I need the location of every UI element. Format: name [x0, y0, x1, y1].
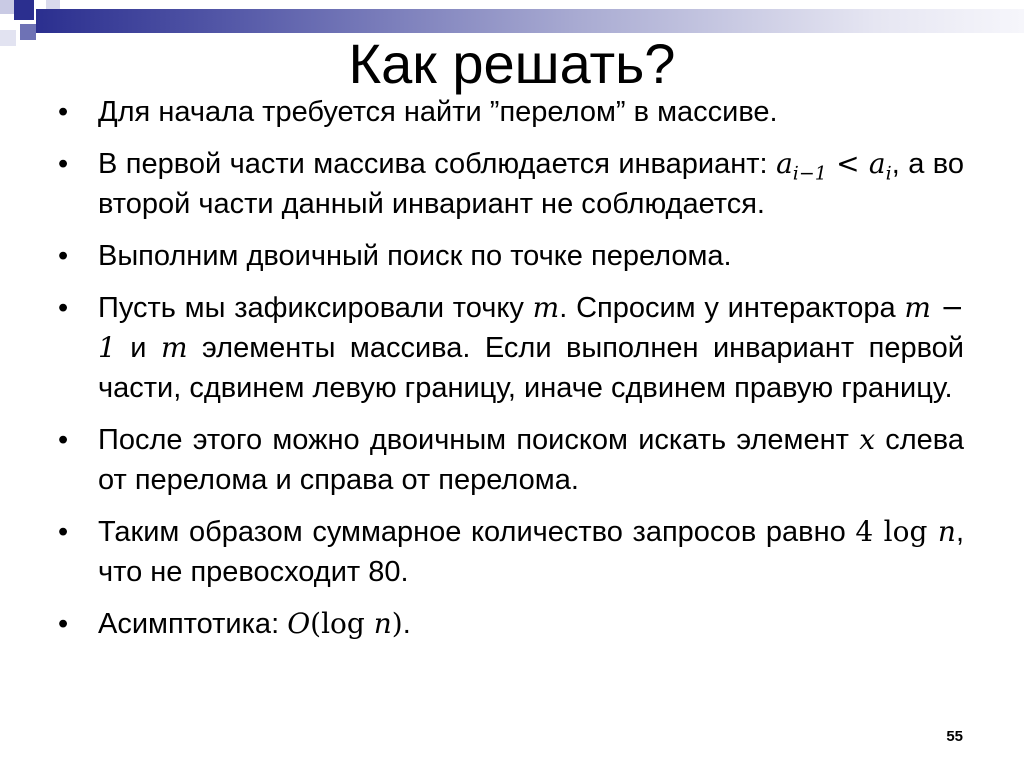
bullet-item	[58, 420, 964, 500]
bullet-text: , что не превосходит 80.	[98, 516, 965, 588]
formula-m: m	[532, 291, 560, 324]
formula-var: a	[776, 147, 793, 180]
bullet-text: .	[402, 608, 411, 640]
formula-var: n	[937, 515, 956, 548]
formula-4logn	[855, 515, 956, 548]
bullet-text: Асимптотика:	[98, 608, 280, 640]
page-number: 55	[946, 728, 963, 745]
formula-operator: <	[826, 147, 869, 180]
slide-title: Как решать?	[348, 32, 676, 95]
deco-square-dark	[14, 0, 34, 20]
formula-O: O	[287, 607, 311, 640]
formula-var: a	[868, 147, 886, 180]
bullet-text: Пусть мы зафиксировали точку	[98, 292, 524, 324]
bullet-text: Выполним двоичный поиск по точке перелома.	[98, 240, 732, 272]
bullet-text: слева от перелома и справа от перелома.	[98, 424, 964, 496]
formula-big-o	[287, 607, 403, 640]
formula-log: log	[321, 607, 365, 640]
formula-m-minus-1: m − 1	[98, 291, 964, 364]
formula-m: m	[160, 331, 188, 364]
bullet-text: Таким образом суммарное количество запросов равно	[98, 516, 846, 548]
formula-coefficient: 4	[855, 515, 874, 548]
bullet-text: , а во второй части данный инвариант не соблюдается.	[98, 148, 965, 220]
bullet-text: и	[130, 332, 147, 364]
bullet-text: элементы массива. Если выполнен инвариант первой части, сдвинем левую границу, иначе сдвинем правую границу.	[98, 332, 964, 404]
formula-subscript: i	[885, 162, 892, 185]
bullet-item	[58, 236, 964, 276]
formula-paren: )	[391, 607, 403, 640]
formula-subscript: i−1	[792, 162, 827, 185]
formula-log: log	[883, 515, 928, 548]
bullet-item	[58, 512, 964, 592]
bullet-text: После этого можно двоичным поиском искать элемент	[98, 424, 849, 456]
formula-invariant	[776, 147, 892, 185]
bullet-item	[58, 288, 964, 408]
bullet-list	[58, 92, 964, 656]
deco-square-light	[0, 0, 14, 14]
bullet-text: . Спросим у интерактора	[559, 292, 896, 324]
bullet-item	[58, 604, 964, 644]
bullet-text: В первой части массива соблюдается инвариант:	[98, 148, 768, 180]
formula-paren: (	[310, 607, 322, 640]
formula-var: n	[373, 607, 392, 640]
bullet-text: Для начала требуется найти ”перелом” в массиве.	[98, 96, 778, 128]
bullet-item	[58, 144, 964, 224]
formula-x: x	[859, 423, 875, 456]
bullet-item	[58, 92, 964, 132]
